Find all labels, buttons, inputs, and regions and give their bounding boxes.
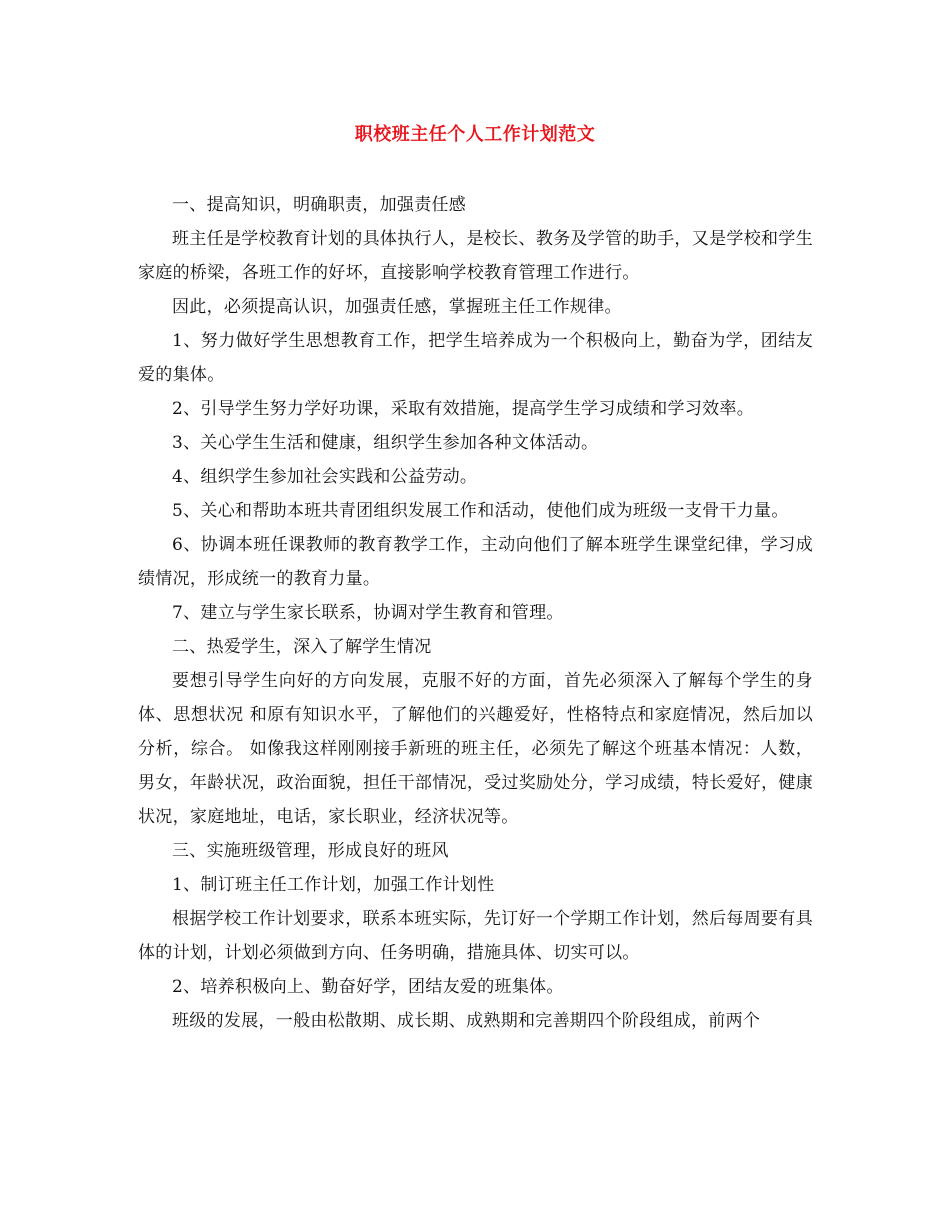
paragraph: 因此，必须提高认识，加强责任感，掌握班主任工作规律。: [172, 297, 622, 317]
paragraph: 班主任是学校教育计划的具体执行人，是校长、教务及学管的助手，又是学校和学生家庭的桥梁，各班工作的好坏，直接影响学校教育管理工作进行。: [138, 229, 813, 283]
list-item: 2、引导学生努力学好功课，采取有效措施，提高学生学习成绩和学习效率。: [172, 399, 755, 419]
paragraph: 班级的发展，一般由松散期、成长期、成熟期和完善期四个阶段组成，前两个: [172, 1011, 761, 1031]
section-heading-3: 三、实施班级管理，形成良好的班风: [172, 841, 449, 861]
paragraph: 要想引导学生向好的方向发展，克服不好的方面，首先必须深入了解每个学生的身体、思想状况 和原有知识水平，了解他们的兴趣爱好，性格特点和家庭情况，然后加以分析，综合。 如像我这样刚刚接手新班的班主任，必须先了解这个班基本情况：人数，男女，年龄状况，政治面貌，担任干部情况，受过奖励处分，学习成绩，特长爱好，健康状况，家庭地址，电话，家长职业，经济状况等。: [138, 671, 813, 827]
list-item: 1、制订班主任工作计划，加强工作计划性: [172, 875, 495, 895]
list-item: 1、努力做好学生思想教育工作，把学生培养成为一个积极向上，勤奋为学，团结友爱的集体。: [138, 331, 813, 385]
list-item: 6、协调本班任课教师的教育教学工作，主动向他们了解本班学生课堂纪律，学习成绩情况，形成统一的教育力量。: [138, 535, 813, 589]
paragraph: 根据学校工作计划要求，联系本班实际，先订好一个学期工作计划，然后每周要有具体的计划，计划必须做到方向、任务明确，措施具体、切实可以。: [138, 909, 813, 963]
list-item: 4、组织学生参加社会实践和公益劳动。: [172, 467, 478, 487]
section-heading-2: 二、热爱学生，深入了解学生情况: [172, 637, 432, 657]
document-body: [138, 188, 813, 1038]
section-heading-1: 一、提高知识，明确职责，加强责任感: [172, 195, 467, 215]
list-item: 3、关心学生生活和健康，组织学生参加各种文体活动。: [172, 433, 599, 453]
document-title: 职校班主任个人工作计划范文: [354, 124, 596, 145]
list-item: 5、关心和帮助本班共青团组织发展工作和活动，使他们成为班级一支骨干力量。: [172, 501, 789, 521]
list-item: 2、培养积极向上、勤奋好学，团结友爱的班集体。: [172, 977, 564, 997]
list-item: 7、建立与学生家长联系，协调对学生教育和管理。: [172, 603, 564, 623]
